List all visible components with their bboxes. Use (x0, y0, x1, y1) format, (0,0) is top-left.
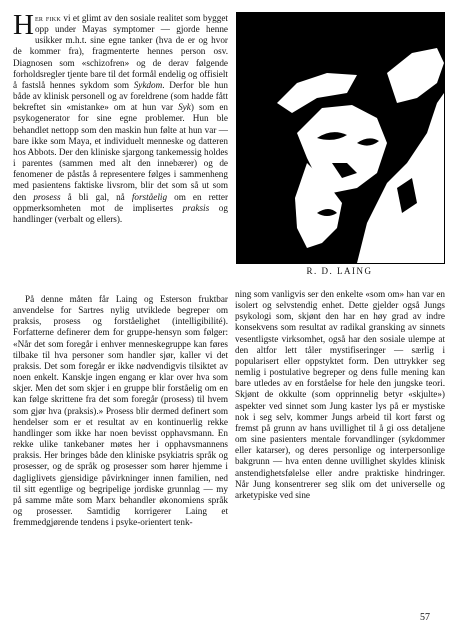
emphasis: praksis (182, 202, 210, 213)
figure-caption: R. D. LAING (306, 266, 373, 276)
paragraph-text: om en retter oppmerksomheten mot de implisertes (13, 191, 228, 213)
paragraph: ning som vanligvis ser den enkelte «som om» han var en isolert og selvstendig enhet. Dette gjelder også Jungs psykologi som, skjønt den har en høy grad av indre konsekvens som resultat av radikal gransking av sinnets vesentligste virksomhet, også har den sosiale ulempe at den altfor lett tåler mystifiseringer — særlig i popularisert eller oppstyktet form. Den uttrykker seg nemlig i postulative begreper og dens fulle mening kan bare utledes av en forståelse for hele den jungske teori. Skjønt de okkulte (som opprinnelig betyr «skjulte») aspekter ved sinnet som Jung kaster lys på er mystiske nok i seg selv, kommer Jungs arbeid til kort først og fremst på grunn av hans uvillighet til å gi oss detaljene om sine pasienters mentale forvandlinger (sykdommer eller katarser), og deres personlige og interpersonlige bakgrunn — hva enten denne uvillighet skyldes klinisk anstendighetsfølelse eller andre praktiske hindringer. Når Jung konsentrerer seg slik om det universelle og arketypiske ved sine (235, 289, 445, 500)
paragraph-text: å bli gal, nå (60, 191, 132, 202)
paragraph-text: og handlinger (verbalt og ellers). (13, 202, 228, 224)
paragraph-text: vi et glimt av den sosiale realitet som bygget opp under Mayas symptomer — gjorde henne usikker m.h.t. sine egne tanker (hva de er og hvor de kommer fra), fragmenterte hennes person osv. Diagnosen som «schizofren» og de derav følgende forholdsregler tjente bare til det formål endelig og offisielt å fastslå hennes sykdom som (13, 13, 228, 90)
emphasis: Syk (178, 102, 191, 113)
article-column-left-top (13, 9, 229, 225)
page-number: 57 (420, 612, 430, 623)
lead-words: er fikk (34, 13, 62, 23)
paragraph-text: ) som en psykogenerator for sine egne problemer. Hun ble behandlet nettopp som den maskin hun følte at hun var — bare ikke som Maya, et individuelt menneske og datteren hos Abbots. Der den kliniske sjargong tankemessig holdes i parentes (sammen med alt den innebærer) og de fenomener de påstås å representere følges i sammenheng med pasientens faktiske livsrom, blir det som så ut som den (13, 102, 229, 202)
article-column-left-bottom (13, 294, 228, 528)
emphasis: forståelig (131, 191, 168, 202)
paragraph-text: . Derfor ble hun både av klinisk personell og av foreldrene (som hadde fått bekreftet sin «mistanke» om at hun var (13, 79, 228, 113)
article-column-right-bottom (235, 289, 445, 501)
emphasis: prosess (33, 191, 61, 202)
portrait-illustration (237, 13, 444, 263)
drop-cap: H (13, 9, 34, 41)
emphasis: Sykdom (133, 79, 163, 90)
paragraph: På denne måten får Laing og Esterson fruktbar anvendelse for Sartres nylig utviklede begreper om praksis, prosess og forståelighet (intelligibilité). Forfatterne definerer dem for gruppe-hensyn som følger: «Når det som foregår i enhver menneskegruppe kan føres tilbake til hva personer som handler sjør, kaller vi det praksis. Det som foregår er ikke nødvendigvis tilsiktet av noen enkelt. Kanskje ingen engang er klar over hva som skjer. Men det som skjer i en gruppe blir forståelig om en kan følge skrittene fra det som foregår (prosess) til hvem som gjør hva (praksis).» Prosess blir dermed definert som hendelser som er et resultat av en kontinuerlig rekke handlinger som ikke har noen bevisst opphavsmann. En rekke ulike tankebaner møtes her i opphavsmannens praksis. Her bringes både den kliniske psykiatris språk og prosesser, og de språk og prosesser som hører hjemme i dagliglivets gjensidige påvirkninger innen familien, ned til sitt egentlige og begripelige jordiske grunnlag — my på samme måte som Marx behandler økonomiens språk og prosesser. Samtidig korrigerer Laing et fremmedgjørende tendens i psyke-orientert tenk- (13, 294, 228, 528)
portrait-image (236, 12, 445, 264)
